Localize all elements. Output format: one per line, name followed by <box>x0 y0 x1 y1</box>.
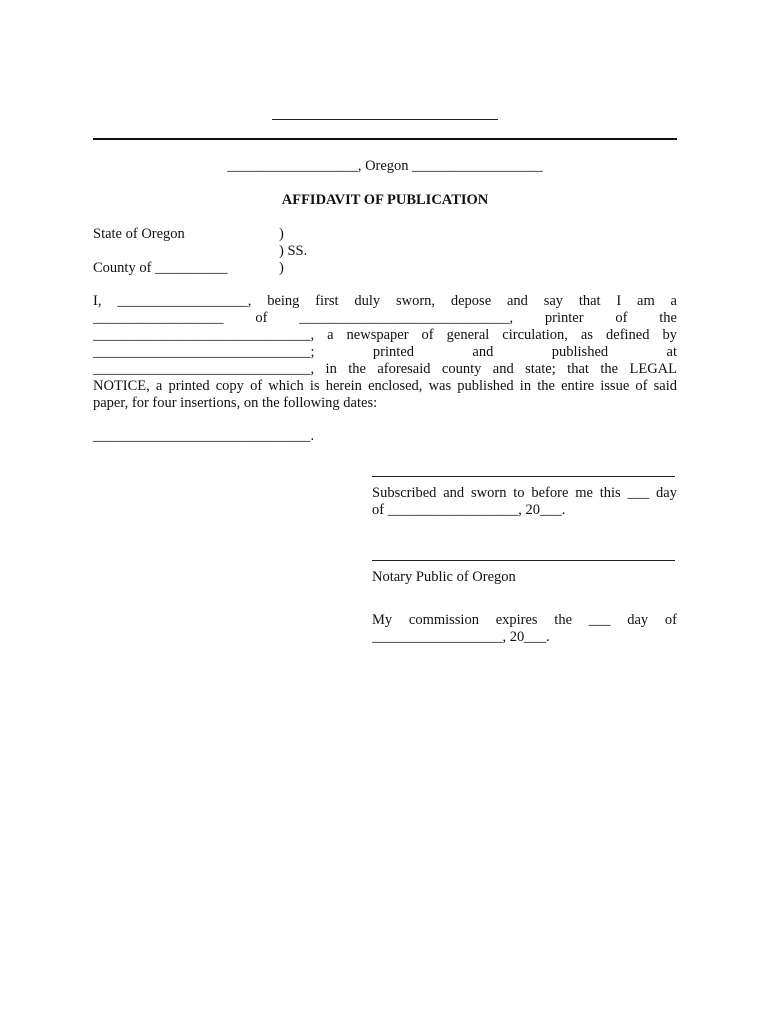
state-label: State of Oregon <box>93 226 185 242</box>
affidavit-body <box>93 293 677 412</box>
caption-paren-3: ) <box>279 260 284 276</box>
county-label: County of __________ <box>93 260 228 276</box>
commission-date: __________________, 20___. <box>372 629 550 645</box>
body-line: I, __________________, being first duly sworn, depose and say that I am a <box>93 293 677 309</box>
body-line: paper, for four insertions, on the following dates: <box>93 395 378 411</box>
commission-block <box>372 612 677 646</box>
body-line: __________________ of _____________________________, printer of the <box>93 310 677 326</box>
body-line: NOTICE, a printed copy of which is herein enclosed, was published in the entire issue of said <box>93 378 677 394</box>
venue-caption <box>93 226 393 277</box>
body-line: ______________________________, a newspaper of general circulation, as defined by <box>93 327 677 343</box>
notary-label: Notary Public of Oregon <box>372 569 516 585</box>
notary-block <box>372 560 677 586</box>
document-title: AFFIDAVIT OF PUBLICATION <box>281 192 489 208</box>
caption-paren-1: ) <box>279 226 284 242</box>
commission-text: My commission expires the ___ day of <box>372 612 677 628</box>
publication-dates-blank: ______________________________. <box>93 428 315 444</box>
subscribed-block <box>372 476 677 519</box>
ss-label: ) SS. <box>279 243 308 259</box>
header-rule <box>93 138 677 140</box>
county-oregon-line: __________________, Oregon __________________ <box>227 158 543 174</box>
body-line: ______________________________, in the aforesaid county and state; that the LEGAL <box>93 361 677 377</box>
subscribed-text: Subscribed and sworn to before me this ___ day <box>372 485 677 501</box>
subscribed-date: of __________________, 20___. <box>372 502 566 518</box>
top-blank-line <box>272 108 498 120</box>
body-line: ______________________________; printed and published at <box>93 344 677 360</box>
